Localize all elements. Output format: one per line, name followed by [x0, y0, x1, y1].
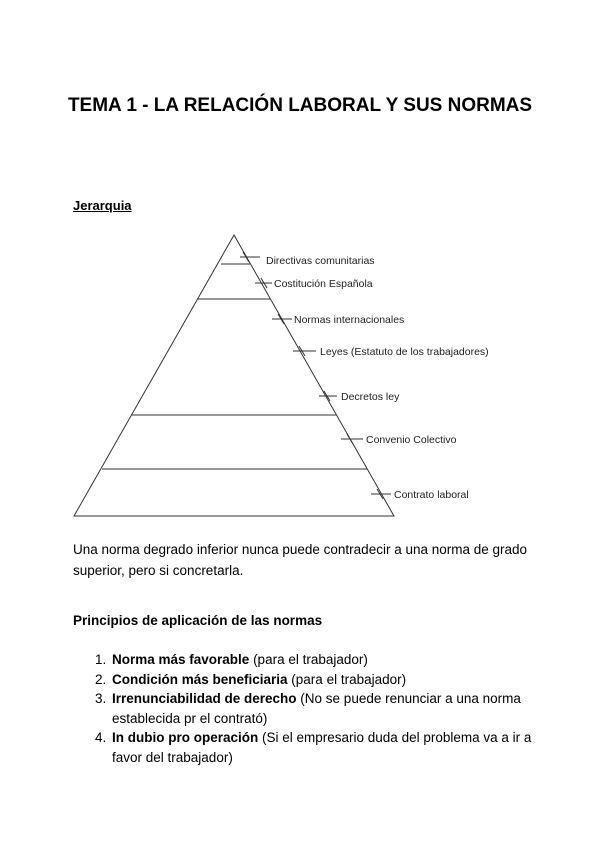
- principle-name: Irrenunciabilidad de derecho: [112, 691, 297, 706]
- document-title: TEMA 1 - LA RELACIÓN LABORAL Y SUS NORMAS: [67, 95, 533, 116]
- principle-name: In dubio pro operación: [112, 730, 259, 745]
- pyramid-label-contrato-laboral: Contrato laboral: [394, 489, 469, 501]
- hierarchy-pyramid-diagram: [60, 228, 540, 523]
- principle-name: Norma más favorable: [112, 652, 250, 667]
- pyramid-label-leyes: Leyes (Estatuto de los trabajadores): [320, 346, 489, 358]
- list-item: [110, 650, 550, 670]
- principles-heading: Principios de aplicación de las normas: [73, 613, 323, 628]
- hierarchy-explanation: Una norma degrado inferior nunca puede contradecir a una norma de grado superior, pero si concretarla.: [73, 542, 528, 578]
- list-item: [110, 670, 550, 690]
- section-heading-jerarquia: Jerarquia: [73, 198, 132, 213]
- pyramid-label-convenio-colectivo: Convenio Colectivo: [366, 434, 457, 446]
- principle-note: (para el trabajador): [249, 652, 368, 667]
- pyramid-label-directivas: Directivas comunitarias: [266, 255, 375, 267]
- principle-note: (No se puede renunciar a una norma establecida pr el contrató): [112, 691, 521, 726]
- pyramid-label-normas-internacionales: Normas internacionales: [294, 314, 405, 326]
- list-item: [110, 728, 550, 767]
- pyramid-label-constitucion: Costitución Española: [274, 278, 373, 290]
- principle-note: (para el trabajador): [287, 671, 407, 687]
- pyramid-label-decretos-ley: Decretos ley: [341, 391, 400, 403]
- list-item: [110, 689, 550, 728]
- principle-note: (Si el empresario duda del problema va a ir a favor del trabajador): [112, 730, 532, 765]
- principles-list: [90, 650, 550, 767]
- principle-name: Condición más beneficiaria: [112, 671, 288, 687]
